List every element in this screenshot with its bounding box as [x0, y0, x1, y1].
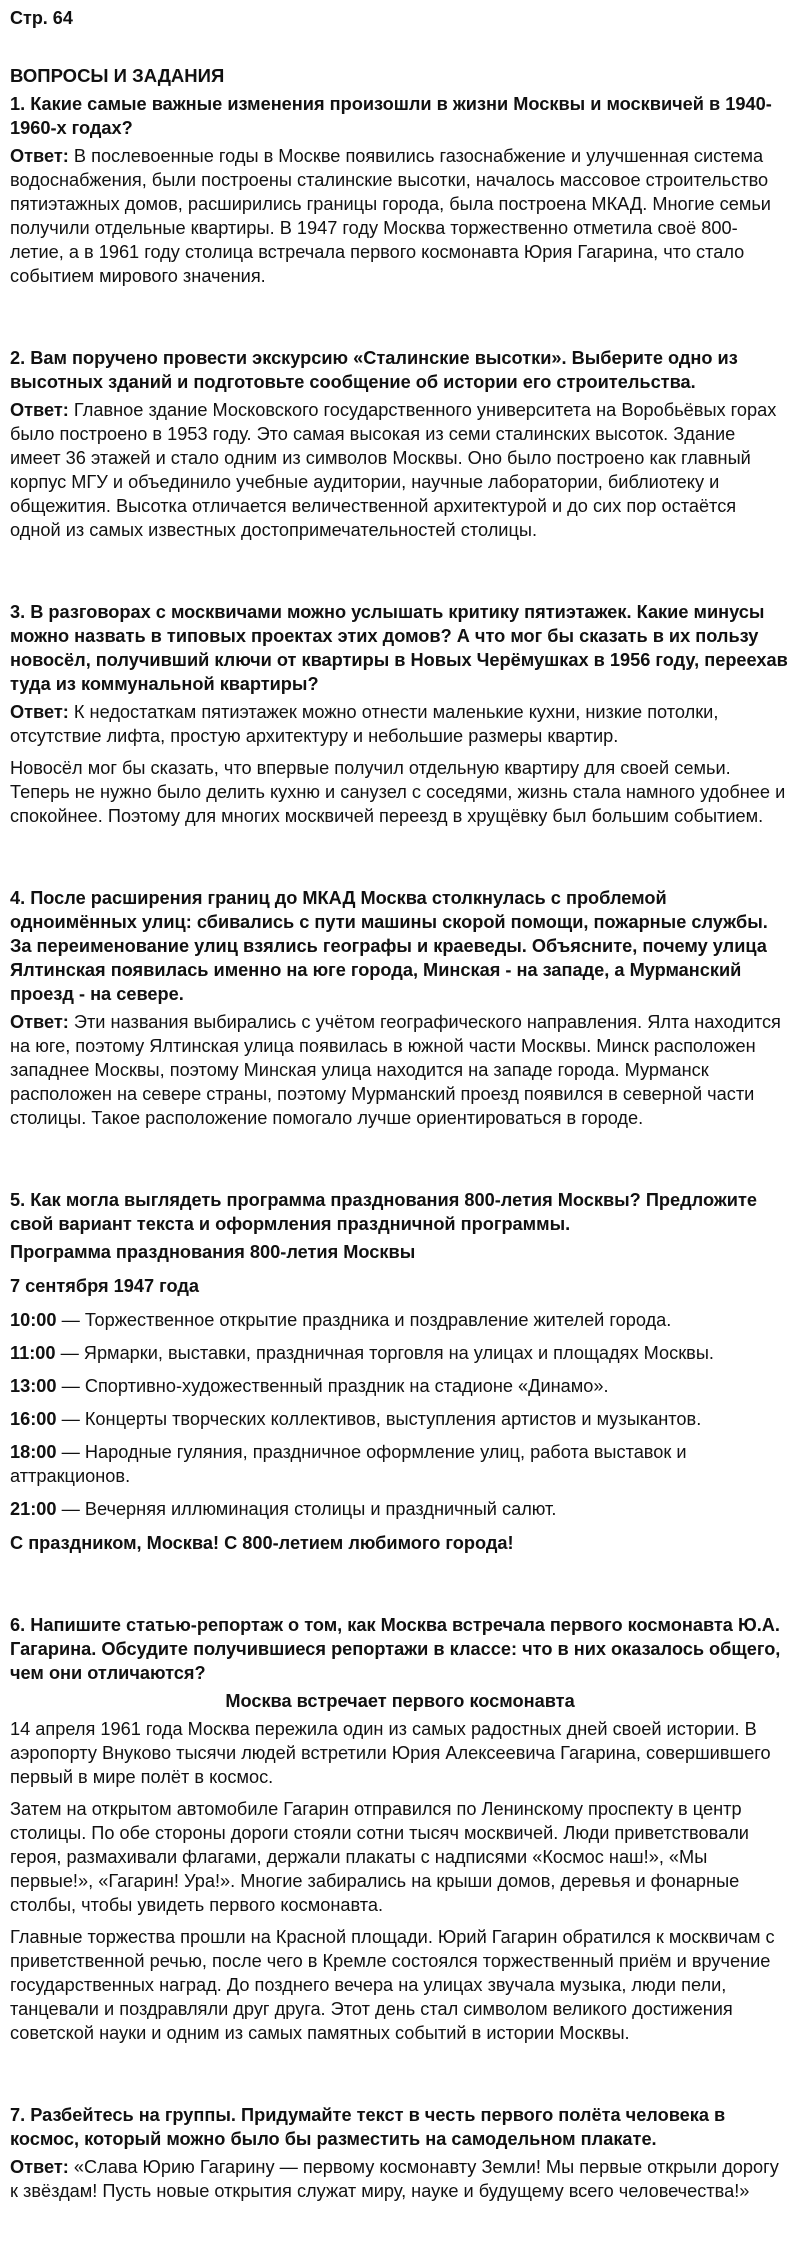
program-text: — Концерты творческих коллективов, выступления артистов и музыкантов. [56, 1409, 702, 1429]
answer-label: Ответ: [10, 400, 69, 420]
answer-2-text: Главное здание Московского государственного университета на Воробьёвых горах было построено в 1953 году. Это самая высокая из семи сталинских высоток. Здание имеет 36 этажей и стало одним из символов Москвы. Оно было построено как главный корпус МГУ и объединило учебные аудитории, научные лаборатории, библиотеку и общежития. Высотка отличается величественной архитектурой и до сих пор остаётся одной из самых известных достопримечательностей столицы. [10, 400, 777, 540]
answer-7-text: «Слава Юрию Гагарину — первому космонавту Земли! Мы первые открыли дорогу к звёздам! Пусть новые открытия служат миру, науке и будущему всего человечества!» [10, 2157, 779, 2201]
article-paragraph: Главные торжества прошли на Красной площади. Юрий Гагарин обратился к москвичам с приветственной речью, после чего в Кремле состоялся торжественный приём и вручение государственных наград. До позднего вечера на улицах звучала музыка, люди пели, танцевали и поздравляли друг друга. Этот день стал символом великого достижения советской науки и одним из самых памятных событий в истории Москвы. [10, 1927, 775, 2043]
question-6: 6. Напишите статью-репортаж о том, как Москва встречала первого космонавта Ю.А. Гагарина. Обсудите получившиеся репортажи в классе: что в них оказалось общего, чем они отличаются? [10, 1615, 781, 1683]
answer-label: Ответ: [10, 2157, 69, 2177]
answer-3-paragraph-2: Новосёл мог бы сказать, что впервые получил отдельную квартиру для своей семьи. Теперь не нужно было делить кухню и санузел с соседями, жизнь стала намного удобнее и спокойнее. Поэтому для многих москвичей переезд в хрущёвку был большим событием. [10, 758, 786, 826]
section-heading: ВОПРОСЫ И ЗАДАНИЯ [10, 65, 225, 86]
question-4: 4. После расширения границ до МКАД Москва столкнулась с проблемой одноимённых улиц: сбивались с пути машины скорой помощи, пожарные службы. За переименование улиц взялись географы и краеведы. Объясните, почему улица Ялтинская появилась именно на юге города, Минская - на западе, а Мурманский проезд - на севере. [10, 888, 768, 1004]
article-paragraph: 14 апреля 1961 года Москва пережила один из самых радостных дней своей истории. В аэропорту Внуково тысячи людей встретили Юрия Алексеевича Гагарина, совершившего первый в мире полёт в космос. [10, 1719, 771, 1787]
program-list [10, 1308, 790, 1521]
program-text: — Народные гуляния, праздничное оформление улиц, работа выставок и аттракционов. [10, 1442, 687, 1486]
program-item [10, 1341, 790, 1365]
program-time: 13:00 [10, 1376, 57, 1396]
program-time: 16:00 [10, 1409, 57, 1429]
program-time: 10:00 [10, 1310, 57, 1330]
page-number: Стр. 64 [10, 8, 73, 28]
program-time: 21:00 [10, 1499, 57, 1519]
question-1: 1. Какие самые важные изменения произошли в жизни Москвы и москвичей в 1940-1960-х годах? [10, 94, 772, 138]
question-block-4 [10, 886, 790, 1130]
program-text: — Ярмарки, выставки, праздничная торговля на улицах и площадях Москвы. [55, 1343, 714, 1363]
program-item [10, 1407, 790, 1431]
article-paragraph: Затем на открытом автомобиле Гагарин отправился по Ленинскому проспекту в центр столицы. По обе стороны дороги стояли сотни тысяч москвичей. Люди приветствовали героя, размахивали флагами, держали плакаты с надписями «Космос наш!», «Мы первые!», «Гагарин! Ура!». Многие забирались на крыши домов, деревья и фонарные столбы, чтобы увидеть первого космонавта. [10, 1799, 749, 1915]
program-text: — Вечерняя иллюминация столицы и праздничный салют. [56, 1499, 557, 1519]
program-item [10, 1497, 790, 1521]
answer-1-text: В послевоенные годы в Москве появились газоснабжение и улучшенная система водоснабжения, были построены сталинские высотки, началось массовое строительство пятиэтажных домов, расширились границы города, была построена МКАД. Многие семьи получили отдельные квартиры. В 1947 году Москва торжественно отметила своё 800-летие, а в 1961 году столица встречала первого космонавта Юрия Гагарина, что стало событием мирового значения. [10, 146, 771, 286]
question-block-7 [10, 2103, 790, 2203]
answer-7 [10, 2155, 790, 2203]
question-block-6 [10, 1613, 790, 2045]
program-item [10, 1308, 790, 1332]
program-title: Программа празднования 800-летия Москвы [10, 1242, 416, 1262]
answer-4 [10, 1010, 790, 1130]
question-block-2 [10, 346, 790, 542]
answer-1 [10, 144, 790, 288]
program-item [10, 1440, 790, 1488]
question-block-3 [10, 600, 790, 828]
program-text: — Спортивно-художественный праздник на стадионе «Динамо». [56, 1376, 609, 1396]
question-3: 3. В разговорах с москвичами можно услышать критику пятиэтажек. Какие минусы можно назвать в типовых проектах этих домов? А что мог бы сказать в их пользу новосёл, получивший ключи от квартиры в Новых Черёмушках в 1956 году, переехав туда из коммунальной квартиры? [10, 602, 788, 694]
question-block-5 [10, 1188, 790, 1555]
answer-label: Ответ: [10, 146, 69, 166]
answer-3 [10, 700, 790, 748]
program-text: — Торжественное открытие праздника и поздравление жителей города. [56, 1310, 672, 1330]
question-block-1 [10, 92, 790, 288]
question-7: 7. Разбейтесь на группы. Придумайте текст в честь первого полёта человека в космос, который можно было бы разместить на самодельном плакате. [10, 2105, 726, 2149]
answer-label: Ответ: [10, 702, 69, 722]
question-2: 2. Вам поручено провести экскурсию «Сталинские высотки». Выберите одно из высотных зданий и подготовьте сообщение об истории его строительства. [10, 348, 738, 392]
program-closing: С праздником, Москва! С 800-летием любимого города! [10, 1533, 514, 1553]
answer-2 [10, 398, 790, 542]
answer-4-text: Эти названия выбирались с учётом географического направления. Ялта находится на юге, поэтому Ялтинская улица появилась в южной части Москвы. Минск расположен западнее Москвы, поэтому Минская улица находится на западе города. Мурманск расположен на севере страны, поэтому Мурманский проезд появился в северной части столицы. Такое расположение помогало лучше ориентироваться в городе. [10, 1012, 781, 1128]
question-5: 5. Как могла выглядеть программа празднования 800-летия Москвы? Предложите свой вариант текста и оформления праздничной программы. [10, 1190, 757, 1234]
program-item [10, 1374, 790, 1398]
program-date: 7 сентября 1947 года [10, 1276, 200, 1296]
answer-3-text: К недостаткам пятиэтажек можно отнести маленькие кухни, низкие потолки, отсутствие лифта, простую архитектуру и небольшие размеры квартир. [10, 702, 719, 746]
answer-label: Ответ: [10, 1012, 69, 1032]
program-time: 11:00 [10, 1343, 56, 1363]
article-title: Москва встречает первого космонавта [225, 1691, 575, 1711]
program-time: 18:00 [10, 1442, 57, 1462]
